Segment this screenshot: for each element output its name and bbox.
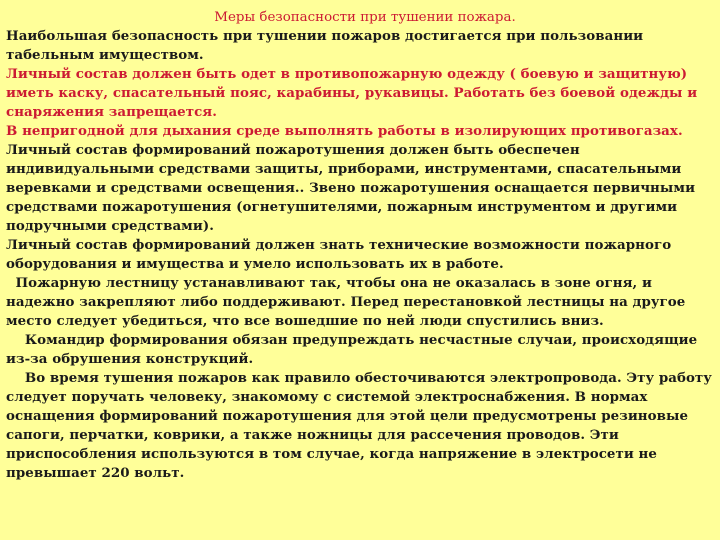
document-title: Меры безопасности при тушении пожара. — [214, 10, 516, 25]
paragraph-knowledge: Личный состав формирований должен знать технические возможности пожарного оборудования и имущества и умело использовать их в работе. — [6, 237, 672, 272]
paragraph-electricity: Во время тушения пожаров как правило обесточиваются электропровода. Эту работу следует поручать человеку, знакомому с системой электроснабжения. В нормах оснащения формирований пожаротушения для этой цели предусмотрены резиновые сапоги, перчатки, коврики, а также ножницы для рассечения проводов. Эти приспособления используются в том случае, когда напряжение в электросети не превышает 220 вольт. — [6, 370, 717, 481]
paragraph-gas-masks: В непригодной для дыхания среде выполнять работы в изолирующих противогазах. — [6, 123, 683, 139]
paragraph-equipment: Личный состав формирований пожаротушения должен быть обеспечен индивидуальными средствами защиты, приборами, инструментами, спасательными веревками и средствами освещения.. Звено пожаротушения оснащается первичными средствами пожаротушения (огнетушителями, пожарным инструментом и другими подручными средствами). — [6, 142, 696, 234]
paragraph-protective-clothing: Личный состав должен быть одет в противопожарную одежду ( боевую и защитную) иметь каску, спасательный пояс, карабины, рукавицы. Работать без боевой одежды и снаряжения запрещается. — [6, 66, 698, 120]
paragraph-commander: Командир формирования обязан предупреждать несчастные случаи, происходящие из-за обрушения конструкций. — [6, 332, 702, 367]
paragraph-intro: Наибольшая безопасность при тушении пожаров достигается при пользовании табельным имуществом. — [6, 28, 644, 63]
paragraph-ladder: Пожарную лестницу устанавливают так, чтобы она не оказалась в зоне огня, и надежно закрепляют либо поддерживают. Перед перестановкой лестницы на другое место следует убедиться, что все вошедшие по ней люди спустились вниз. — [6, 275, 691, 329]
